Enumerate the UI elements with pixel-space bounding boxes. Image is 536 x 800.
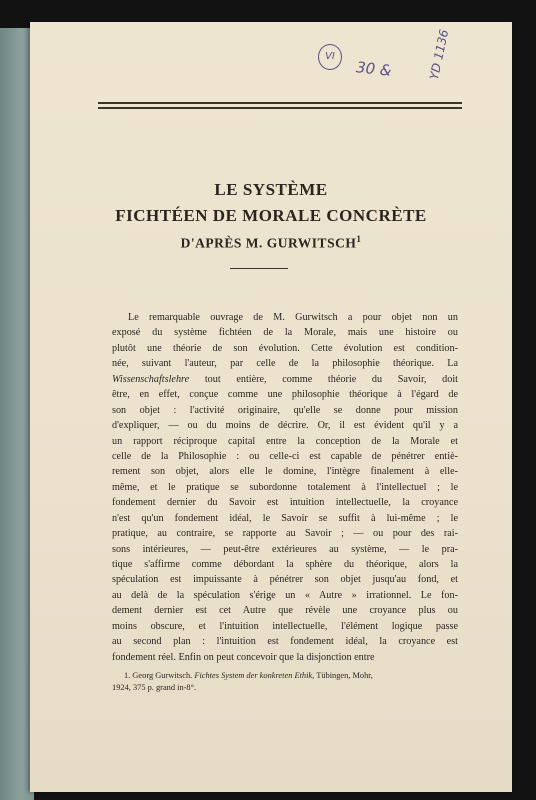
footnote-line-1 (112, 670, 458, 682)
body-line: sons intérieures, — peut-être extérieures au système, — le pra- (112, 543, 458, 555)
body-line: pratique, au contraire, se rapporte au Savoir ; — ou pour des rai- (112, 528, 458, 540)
body-line: exposé du système fichtéen de la Morale, mais une histoire ou (112, 327, 458, 339)
header-rule-thin (98, 108, 462, 109)
title-separator-rule (230, 268, 288, 269)
handwritten-annotation: 30 & (355, 58, 393, 80)
body-line: Le remarquable ouvrage de M. Gurwitsch a pour objet non un (128, 312, 458, 323)
title-line-3-text: D'APRÈS M. GURWITSCH (180, 235, 357, 251)
body-line: même, et le pratique se subordonne totalement à l'intellectuel ; le (112, 481, 458, 493)
body-line: n'est qu'un fondement idéal, le Savoir se suffit à lui-même ; le (112, 512, 458, 524)
body-line: rement son objet, alors elle le domine, l'intègre finalement à elle- (112, 466, 458, 478)
handwritten-shelfmark: YD 1136 (427, 28, 452, 81)
title-line-3 (30, 234, 512, 252)
title-line-2: FICHTÉEN DE MORALE CONCRÈTE (115, 206, 427, 225)
title-line-1: LE SYSTÈME (214, 180, 328, 199)
body-line: être, en effet, conçue comme une philosophie théorique à l'égard de (112, 389, 458, 401)
body-line: au second plan : l'intuition est fondement idéal, la croyance est (112, 636, 458, 648)
underlying-sheet (0, 28, 34, 800)
body-line: au delà de la spéculation s'érige un « Autre » irrationnel. Le fon- (112, 589, 458, 601)
body-line: Wissenschaftslehre tout entière, comme théorie du Savoir, doit (112, 373, 458, 385)
footnote (112, 670, 458, 694)
body-line: fondement réel. Enfin on peut concevoir que la disjonction entre (112, 651, 375, 663)
footnote-publisher: Tübingen, Mohr, (316, 671, 373, 680)
body-line: moins obscure, et l'intuition intellectuelle, l'élément logique passe (112, 620, 458, 632)
body-line: son objet : l'activité originaire, qu'elle se donne pour mission (112, 404, 458, 416)
body-line: fondement dernier du Savoir est intuition intellectuelle, la croyance (112, 497, 458, 509)
body-line: celle de la Philosophie : ou celle-ci est capable de pénétrer entiè- (112, 450, 458, 462)
body-line: d'expliquer, — ou du moins de décrire. Or, il est évident qu'il y a (112, 420, 458, 432)
footnote-number: 1. (124, 671, 131, 680)
body-text (112, 310, 458, 665)
body-line: tique s'affirme comme débordant la sphère du théorique, alors la (112, 559, 458, 570)
body-line: plutôt une théorie de son évolution. Cette évolution est condition- (112, 342, 458, 354)
title-footnote-mark: 1 (356, 234, 362, 244)
body-line: née, suivant l'auteur, par celle de la philosophie théorique. La (112, 358, 458, 370)
footnote-author: Georg Gurwitsch. (132, 671, 193, 680)
italic-term: Wissenschaftslehre (112, 373, 190, 385)
body-line: un rapport réciproque capital entre la conception de la Morale et (112, 435, 458, 447)
handwritten-circle-annotation: VI (318, 44, 342, 70)
footnote-book-title: Fichtes System der konkreten Ethik, (194, 671, 315, 680)
body-line: spéculation est impuissante à pénétrer son objet jusqu'au fond, et (112, 574, 458, 586)
body-line: dement dernier est cet Autre que révèle une croyance plus ou (112, 605, 458, 617)
document-page (30, 22, 512, 792)
footnote-line-2: 1924, 375 p. grand in-8°. (112, 683, 197, 692)
